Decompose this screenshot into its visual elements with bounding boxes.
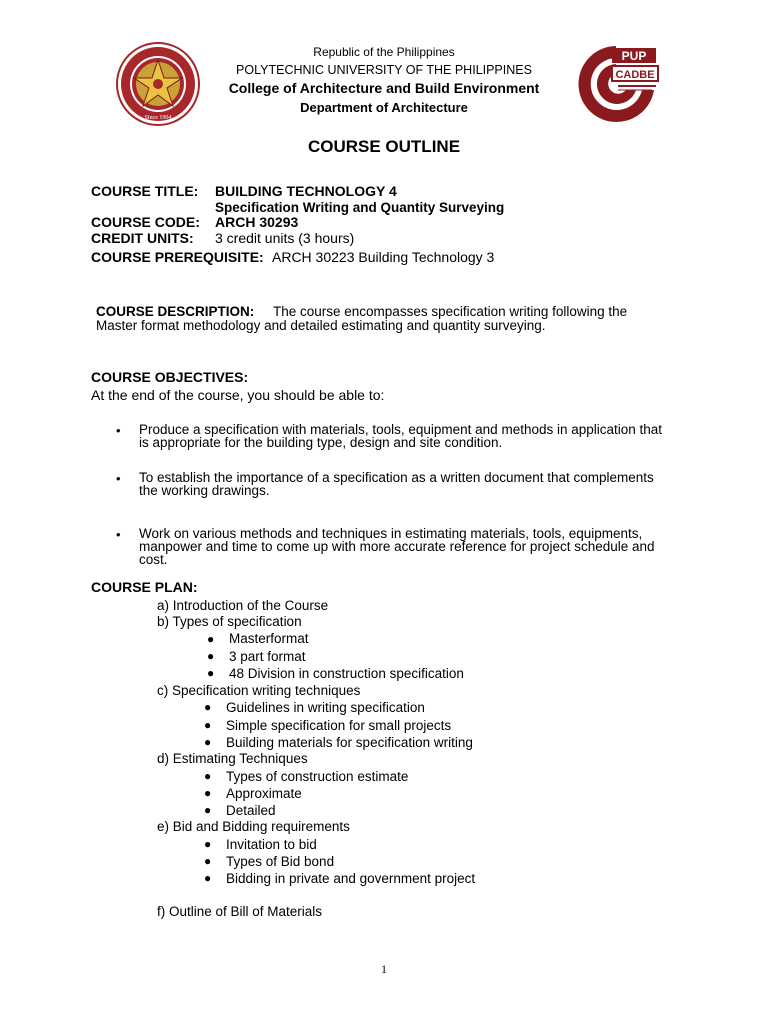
bullet-icon: ● <box>204 837 212 851</box>
course-plan-label: COURSE PLAN: <box>91 579 198 595</box>
bullet-icon: ● <box>207 649 215 663</box>
plan-item-c: c) Specification writing techniques <box>157 683 361 698</box>
bullet-icon: • <box>116 423 121 438</box>
svg-text:CADBE: CADBE <box>615 69 655 81</box>
bullet-icon: ● <box>207 632 215 646</box>
plan-subitem: Invitation to bid <box>226 837 317 852</box>
objective-item <box>139 471 679 497</box>
objective-line: the working drawings. <box>139 483 270 498</box>
objective-item <box>139 423 679 449</box>
objective-line: To establish the importance of a specification as a written document that complements <box>139 470 654 485</box>
plan-subitem: 48 Division in construction specification <box>229 666 464 681</box>
plan-subitem: Types of construction estimate <box>226 769 409 784</box>
plan-subitem: 3 part format <box>229 649 306 664</box>
objective-line: manpower and time to come up with more accurate reference for project schedule and <box>139 539 655 554</box>
prerequisite-label: COURSE PREREQUISITE: <box>91 249 264 265</box>
bullet-icon: ● <box>204 735 212 749</box>
header-college: College of Architecture and Build Environment <box>228 80 540 96</box>
plan-subitem: Guidelines in writing specification <box>226 700 425 715</box>
bullet-icon: ● <box>204 718 212 732</box>
description-line-1: The course encompasses specification writing following the <box>273 304 628 319</box>
bullet-icon: ● <box>204 786 212 800</box>
objective-line: Produce a specification with materials, tools, equipment and methods in application that <box>139 422 663 437</box>
bullet-icon: ● <box>204 854 212 868</box>
page-title: COURSE OUTLINE <box>307 137 461 156</box>
plan-subitem: Approximate <box>226 786 302 801</box>
plan-subitem: Simple specification for small projects <box>226 718 452 733</box>
objective-line: is appropriate for the building type, design and site condition. <box>139 435 503 450</box>
objective-line: cost. <box>139 552 168 567</box>
course-title-label: COURSE TITLE: <box>91 183 199 199</box>
objectives-label: COURSE OBJECTIVES: <box>91 369 249 385</box>
description-line-2: Master format methodology and detailed estimating and quantity surveying. <box>96 318 546 333</box>
objective-line: Work on various methods and techniques in estimating materials, tools, equipments, <box>139 526 643 541</box>
description-label: COURSE DESCRIPTION: <box>96 304 255 319</box>
bullet-icon: • <box>116 527 121 542</box>
plan-item-d: d) Estimating Techniques <box>157 751 308 766</box>
plan-item-e: e) Bid and Bidding requirements <box>157 819 350 834</box>
plan-subitem: Types of Bid bond <box>226 854 335 869</box>
header-republic: Republic of the Philippines <box>313 45 455 59</box>
header-department: Department of Architecture <box>300 100 468 115</box>
plan-item-f: f) Outline of Bill of Materials <box>157 904 323 919</box>
bullet-icon: • <box>116 471 121 486</box>
plan-item-a: a) Introduction of the Course <box>157 598 329 613</box>
objectives-intro: At the end of the course, you should be able to: <box>91 387 385 403</box>
course-code-label: COURSE CODE: <box>91 214 200 230</box>
course-code-value: ARCH 30293 <box>215 214 299 230</box>
plan-subitem: Masterformat <box>229 631 309 646</box>
credit-units-label: CREDIT UNITS: <box>91 230 194 246</box>
course-title-value: BUILDING TECHNOLOGY 4 <box>215 183 397 199</box>
bullet-icon: ● <box>204 700 212 714</box>
course-title-subtitle: Specification Writing and Quantity Surveying <box>215 200 505 215</box>
svg-text:PUP: PUP <box>621 49 647 63</box>
bullet-icon: ● <box>204 871 212 885</box>
plan-subitem: Building materials for specification writing <box>226 735 473 750</box>
plan-subitem: Bidding in private and government project <box>226 871 476 886</box>
prerequisite-value: ARCH 30223 Building Technology 3 <box>272 249 495 265</box>
svg-text:Since 1904: Since 1904 <box>144 115 172 121</box>
bullet-icon: ● <box>204 803 212 817</box>
page-number: 1 <box>381 962 387 976</box>
bullet-icon: ● <box>204 769 212 783</box>
plan-subitem: Detailed <box>226 803 276 818</box>
plan-item-b: b) Types of specification <box>157 614 302 629</box>
bullet-icon: ● <box>207 666 215 680</box>
credit-units-value: 3 credit units (3 hours) <box>215 230 355 246</box>
header-university: POLYTECHNIC UNIVERSITY OF THE PHILIPPINES <box>236 63 532 77</box>
objective-item <box>139 527 679 566</box>
